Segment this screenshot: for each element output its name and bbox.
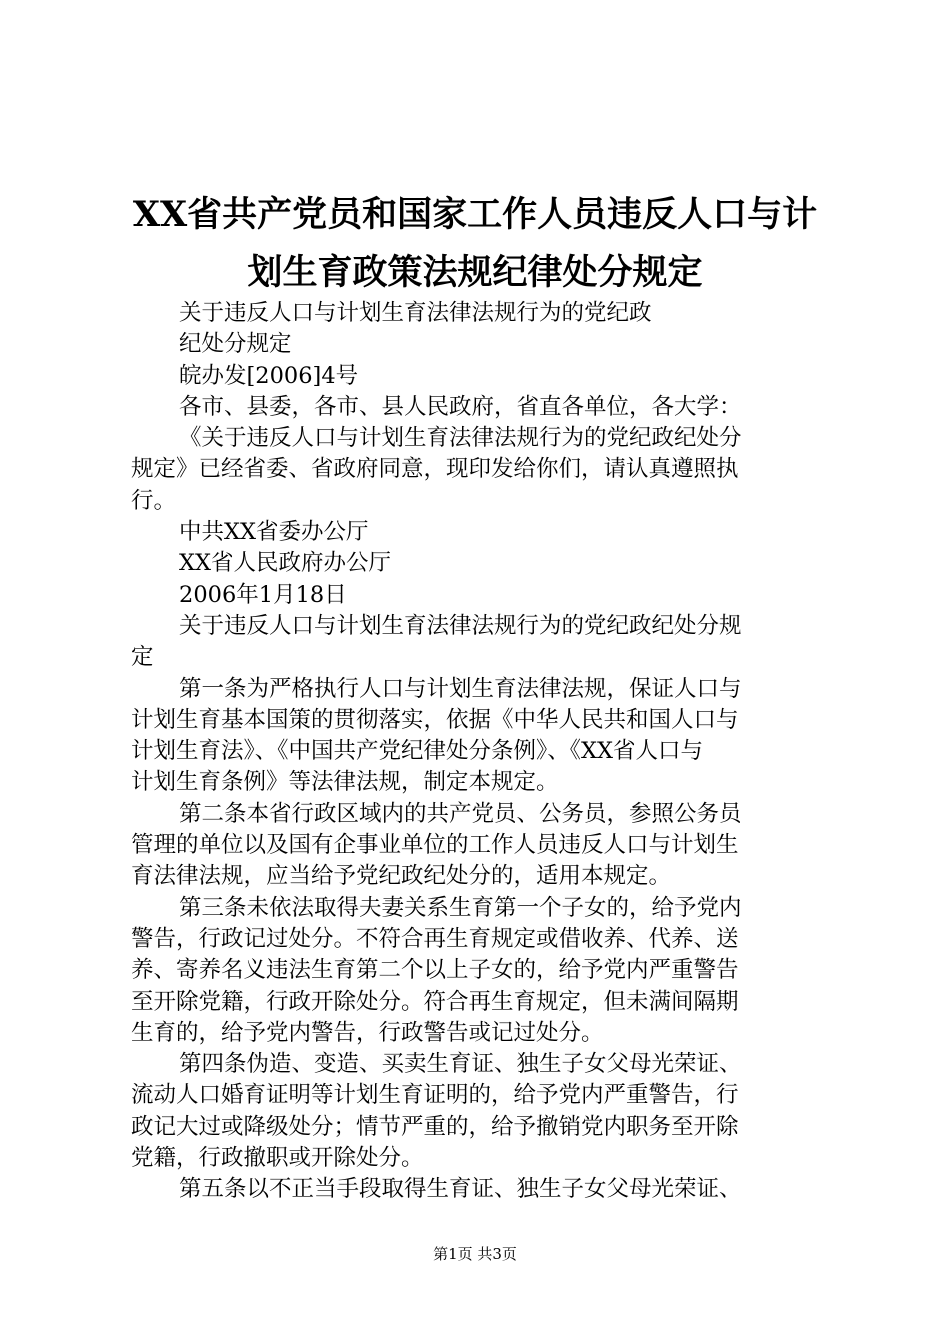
text-line: 党籍，行政撤职或开除处分。 [131, 1145, 424, 1172]
text-line: 《关于违反人口与计划生育法律法规行为的党纪政纪处分 [179, 425, 742, 452]
text-line: 管理的单位以及国有企事业单位的工作人员违反人口与计划生 [131, 832, 739, 859]
text-line: 第五条以不正当手段取得生育证、独生子女父母光荣证、 [179, 1176, 742, 1203]
text-line: 规定》已经省委、省政府同意，现印发给你们，请认真遵照执 [131, 456, 739, 483]
text-line: 第四条伪造、变造、买卖生育证、独生子女父母光荣证、 [179, 1051, 742, 1078]
text-line: 育法律法规，应当给予党纪政纪处分的，适用本规定。 [131, 863, 672, 890]
page-footer: 第1页 共3页 [433, 1245, 517, 1263]
text-line: 生育的，给予党内警告，行政警告或记过处分。 [131, 1019, 604, 1046]
text-line: 计划生育法》、《中国共产党纪律处分条例》、《XX省人口与 [131, 738, 704, 765]
text-line: 政记大过或降级处分；情节严重的，给予撤销党内职务至开除 [131, 1113, 739, 1140]
document-body [131, 298, 831, 1206]
text-line: 定 [131, 644, 154, 671]
text-line: 皖办发[2006]4号 [179, 362, 359, 389]
text-line: XX省人民政府办公厅 [179, 550, 392, 577]
text-line: 养、寄养名义违法生育第二个以上子女的，给予党内严重警告 [131, 957, 739, 984]
text-line: 中共XX省委办公厅 [179, 519, 369, 546]
text-line: 流动人口婚育证明等计划生育证明的，给予党内严重警告，行 [131, 1082, 739, 1109]
text-line: 至开除党籍，行政开除处分。符合再生育规定，但未满间隔期 [131, 988, 739, 1015]
text-line: 各市、县委，各市、县人民政府，省直各单位，各大学： [179, 393, 742, 420]
text-line: 关于违反人口与计划生育法律法规行为的党纪政 [179, 300, 652, 326]
text-line: 第一条为严格执行人口与计划生育法律法规，保证人口与 [179, 675, 742, 702]
text-line: 计划生育条例》等法律法规，制定本规定。 [131, 769, 559, 796]
text-line: 2006年1月18日 [179, 581, 347, 608]
title-line-2: 划生育政策法规纪律处分规定 [247, 252, 703, 293]
text-line: 警告，行政记过处分。不符合再生育规定或借收养、代养、送 [131, 925, 739, 952]
title-line-1: XX省共产党员和国家工作人员违反人口与计 [132, 194, 818, 235]
text-line: 第三条未依法取得夫妻关系生育第一个子女的，给予党内 [179, 894, 742, 921]
text-line: 第二条本省行政区域内的共产党员、公务员，参照公务员 [179, 800, 742, 827]
text-line: 关于违反人口与计划生育法律法规行为的党纪政纪处分规 [179, 612, 742, 639]
document-title [110, 186, 840, 302]
text-line: 纪处分规定 [179, 331, 292, 358]
text-line: 行。 [131, 487, 177, 514]
text-line: 计划生育基本国策的贯彻落实，依据《中华人民共和国人口与 [131, 706, 739, 733]
